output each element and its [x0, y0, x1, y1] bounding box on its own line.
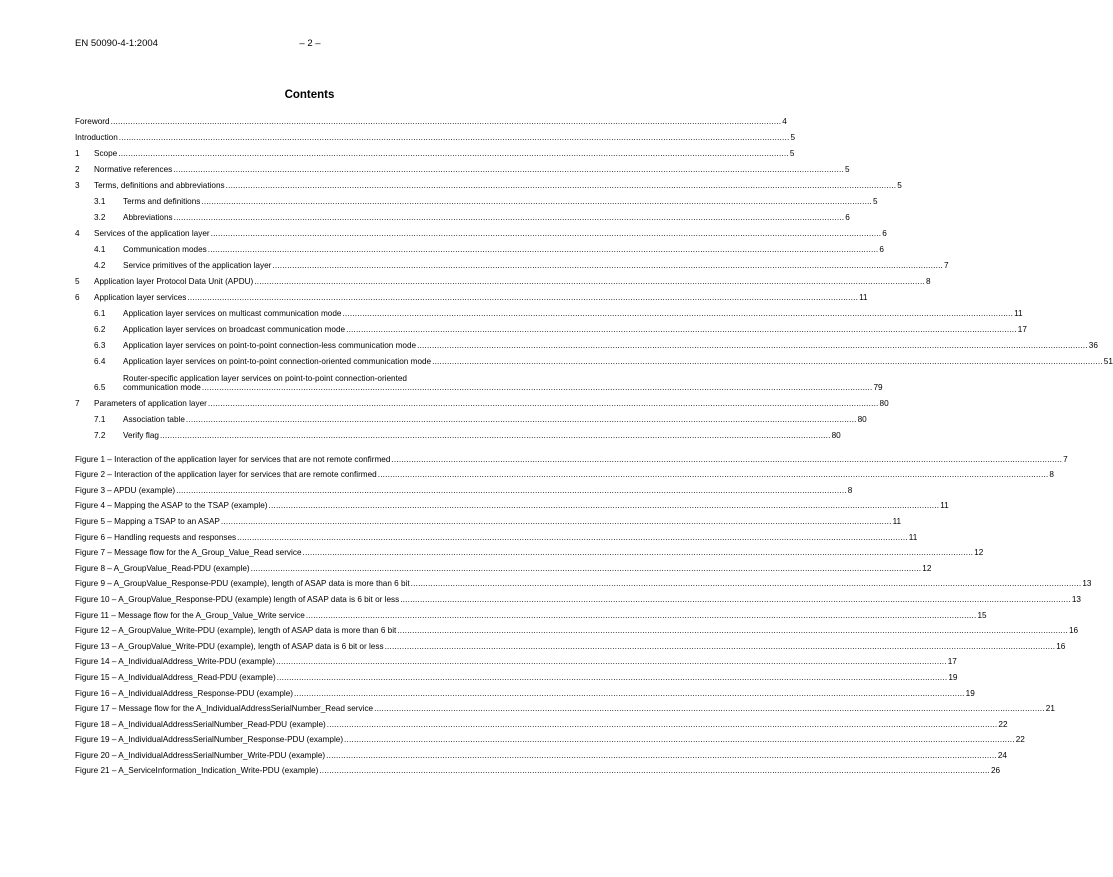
figure-entry-page: 19 — [948, 672, 958, 682]
figure-entry[interactable] — [75, 760, 1001, 776]
leader-dots — [186, 415, 857, 424]
figure-entry-page: 11 — [892, 516, 902, 526]
toc-entry-page: 5 — [873, 197, 878, 206]
toc-entry-number: 6.3 — [94, 341, 106, 350]
toc-entry-title: Application layer services — [94, 293, 187, 302]
toc-entry-title-continued: communication mode — [123, 383, 201, 392]
toc-entry-page: 5 — [790, 133, 796, 142]
figure-entry-page: 8 — [1049, 470, 1054, 480]
figure-entry-title: Figure 11 – Message flow for the A_Group_Value_Write service — [75, 610, 305, 620]
toc-entry-page: 17 — [1017, 325, 1027, 334]
list-of-figures — [75, 448, 1092, 776]
figure-entry-title: Figure 5 – Mapping a TSAP to an ASAP — [75, 516, 220, 526]
figure-entry-page: 13 — [1082, 579, 1092, 589]
toc-entry-title: Application layer services on broadcast communication mode — [123, 325, 346, 334]
leader-dots — [226, 181, 897, 190]
leader-dots — [187, 293, 858, 302]
toc-entry[interactable] — [75, 254, 949, 270]
page-number: – 2 – — [299, 38, 321, 49]
figure-entry[interactable] — [75, 448, 1068, 464]
figure-entry[interactable] — [75, 588, 1081, 604]
toc-entry-page: 11 — [1014, 309, 1023, 318]
toc-entry[interactable] — [75, 206, 850, 222]
figure-entry-title: Figure 14 – A_IndividualAddress_Write-PDU (example) — [75, 657, 276, 667]
leader-dots — [319, 766, 990, 775]
leader-dots — [269, 501, 940, 510]
figure-entry[interactable] — [75, 713, 1008, 729]
toc-entry-page: 51 — [1103, 357, 1113, 366]
leader-dots — [211, 229, 882, 238]
toc-entry[interactable] — [75, 366, 883, 392]
toc-entry-title: Terms and definitions — [123, 197, 201, 206]
figure-entry-page: 12 — [974, 548, 984, 558]
toc-entry[interactable] — [75, 408, 867, 424]
leader-dots — [174, 213, 845, 222]
figure-entry[interactable] — [75, 542, 984, 558]
figure-entry-title: Figure 15 – A_IndividualAddress_Read-PDU (example) — [75, 672, 276, 682]
toc-entry[interactable] — [75, 350, 1113, 366]
leader-dots — [276, 657, 947, 666]
toc-entry-page: 80 — [831, 431, 841, 440]
leader-dots — [160, 431, 831, 440]
toc-entry-page: 6 — [845, 213, 850, 222]
leader-dots — [119, 133, 790, 142]
toc-entry-number: 6.2 — [94, 325, 106, 334]
figure-entry-title: Figure 18 – A_IndividualAddressSerialNumber_Read-PDU (example) — [75, 719, 326, 729]
toc-entry-number: 3.1 — [94, 197, 106, 206]
toc-entry-number: 4.1 — [94, 245, 106, 254]
figure-entry-page: 11 — [940, 501, 949, 511]
figure-entry[interactable] — [75, 666, 958, 682]
toc-entry-page: 11 — [859, 293, 868, 302]
figure-entry[interactable] — [75, 573, 1092, 589]
toc-entry[interactable] — [75, 286, 868, 302]
leader-dots — [254, 277, 925, 286]
figure-entry-page: 15 — [977, 610, 987, 620]
figure-entry-page: 16 — [1056, 641, 1066, 651]
figure-entry[interactable] — [75, 495, 949, 511]
toc-entry-number: 3.2 — [94, 213, 106, 222]
figure-entry-title: Figure 21 – A_ServiceInformation_Indication_Write-PDU (example) — [75, 766, 319, 776]
figure-entry-title: Figure 10 – A_GroupValue_Response-PDU (example) length of ASAP data is 6 bit or less — [75, 594, 400, 604]
toc-entry-title: Terms, definitions and abbreviations — [94, 181, 225, 190]
toc-entry-title: Router-specific application layer services on point-to-point connection-oriented — [123, 374, 407, 383]
toc-entry-page: 7 — [944, 261, 949, 270]
toc-entry-page: 80 — [857, 415, 867, 424]
figure-entry-title: Figure 3 – APDU (example) — [75, 485, 176, 495]
leader-dots — [374, 704, 1045, 713]
figure-entry[interactable] — [75, 729, 1025, 745]
toc-entry-page: 6 — [879, 245, 884, 254]
toc-entry-page: 4 — [782, 117, 787, 126]
leader-dots — [397, 626, 1068, 635]
figure-entry-title: Figure 9 – A_GroupValue_Response-PDU (example), length of ASAP data is more than 6 bit — [75, 579, 410, 589]
toc-entry[interactable] — [75, 142, 795, 158]
toc-entry[interactable] — [75, 222, 887, 238]
toc-entry-number: 3 — [75, 181, 80, 190]
figure-entry[interactable] — [75, 744, 1007, 760]
figure-entry-page: 26 — [990, 766, 1001, 776]
leader-dots — [346, 325, 1017, 334]
leader-dots — [432, 357, 1103, 366]
toc-entry-title: Services of the application layer — [94, 229, 210, 238]
figure-entry-page: 11 — [908, 532, 918, 542]
leader-dots — [272, 261, 943, 270]
toc-entry-number: 7.1 — [94, 415, 106, 424]
toc-entry[interactable] — [75, 110, 787, 126]
leader-dots — [176, 486, 847, 495]
toc-entry-page: 8 — [925, 277, 931, 286]
toc-entry-number: 4 — [75, 229, 80, 238]
leader-dots — [326, 751, 997, 760]
leader-dots — [111, 117, 782, 126]
toc-entry-title: Communication modes — [123, 245, 207, 254]
leader-dots — [118, 149, 789, 158]
toc-entry[interactable] — [75, 302, 1023, 318]
figure-entry-page: 17 — [947, 657, 957, 667]
toc-entry-page: 5 — [897, 181, 902, 190]
figure-entry[interactable] — [75, 464, 1054, 480]
toc-entry[interactable] — [75, 238, 884, 254]
figure-entry-title: Figure 19 – A_IndividualAddressSerialNumber_Response-PDU (example) — [75, 735, 344, 745]
figure-entry[interactable] — [75, 651, 957, 667]
figure-entry-title: Figure 8 – A_GroupValue_Read-PDU (example) — [75, 563, 250, 573]
figure-entry[interactable] — [75, 557, 932, 573]
figure-entry[interactable] — [75, 604, 987, 620]
leader-dots — [303, 548, 974, 557]
toc-entry-number: 7 — [75, 399, 80, 408]
figure-entry-page: 22 — [998, 719, 1008, 729]
figure-entry[interactable] — [75, 635, 1066, 651]
toc-entry[interactable] — [75, 174, 902, 190]
toc-entry-number: 6.4 — [94, 357, 106, 366]
toc-entry-title: Application layer services on point-to-point connection-oriented communication mode — [123, 357, 432, 366]
leader-dots — [327, 720, 998, 729]
toc-entry-title: Scope — [94, 149, 118, 158]
toc-entry-title: Foreword — [75, 117, 110, 126]
leader-dots — [208, 245, 879, 254]
figure-entry-title: Figure 2 – Interaction of the application layer for services that are remote confirmed — [75, 470, 377, 480]
toc-entry-title: Association table — [123, 415, 185, 424]
toc-entry[interactable] — [75, 270, 931, 286]
toc-entry[interactable] — [75, 392, 889, 408]
leader-dots — [411, 579, 1082, 588]
toc-entry-page: 79 — [873, 383, 883, 392]
toc-entry-title: Abbreviations — [123, 213, 173, 222]
figure-entry-title: Figure 17 – Message flow for the A_IndividualAddressSerialNumber_Read service — [75, 704, 374, 714]
toc-entry-title: Application layer services on multicast communication mode — [123, 309, 342, 318]
figure-entry-page: 24 — [997, 750, 1007, 760]
figure-entry-title: Figure 20 – A_IndividualAddressSerialNumber_Write-PDU (example) — [75, 750, 326, 760]
toc-entry[interactable] — [75, 318, 1027, 334]
toc-entry[interactable] — [75, 424, 841, 440]
toc-entry-page: 36 — [1088, 341, 1098, 350]
toc-entry[interactable] — [75, 126, 796, 142]
toc-entry-number: 4.2 — [94, 261, 106, 270]
figure-entry-title: Figure 4 – Mapping the ASAP to the TSAP (example) — [75, 501, 268, 511]
toc-entry-number: 6.5 — [94, 383, 106, 392]
page-title: Contents — [284, 89, 335, 101]
figure-entry[interactable] — [75, 698, 1055, 714]
leader-dots — [344, 735, 1015, 744]
leader-dots — [173, 165, 844, 174]
toc-entry[interactable] — [75, 190, 878, 206]
toc-entry-continuation — [123, 383, 883, 392]
table-of-contents — [75, 110, 1113, 440]
leader-dots — [417, 341, 1088, 350]
figure-entry-page: 21 — [1045, 704, 1055, 714]
figure-entry-title: Figure 6 – Handling requests and responses — [75, 532, 237, 542]
leader-dots — [202, 383, 873, 392]
toc-entry-page: 6 — [882, 229, 887, 238]
figure-entry-title: Figure 12 – A_GroupValue_Write-PDU (example), length of ASAP data is more than 6 bit — [75, 626, 397, 636]
figure-entry-title: Figure 13 – A_GroupValue_Write-PDU (example), length of ASAP data is 6 bit or less — [75, 641, 384, 651]
toc-entry-title: Application layer services on point-to-point connection-less communication mode — [123, 341, 417, 350]
toc-entry-number: 7.2 — [94, 431, 106, 440]
figure-entry-title: Figure 1 – Interaction of the application layer for services that are not remote confirmed — [75, 454, 391, 464]
toc-entry-page: 80 — [879, 399, 889, 408]
figure-entry[interactable] — [75, 479, 853, 495]
figure-entry[interactable] — [75, 510, 902, 526]
figure-entry[interactable] — [75, 682, 975, 698]
toc-entry-number: 5 — [75, 277, 80, 286]
figure-entry-page: 13 — [1071, 594, 1081, 604]
leader-dots — [237, 533, 908, 542]
toc-entry-number: 6 — [75, 293, 80, 302]
figure-entry-page: 8 — [847, 485, 853, 495]
figure-entry[interactable] — [75, 526, 918, 542]
toc-entry-page: 5 — [789, 149, 795, 158]
toc-entry-title: Verify flag — [123, 431, 159, 440]
leader-dots — [391, 455, 1062, 464]
toc-entry[interactable] — [75, 158, 850, 174]
figure-entry-page: 12 — [922, 563, 932, 573]
figure-entry-title: Figure 7 – Message flow for the A_Group_Value_Read service — [75, 548, 302, 558]
leader-dots — [385, 642, 1056, 651]
leader-dots — [221, 517, 892, 526]
leader-dots — [342, 309, 1013, 318]
toc-entry-text-block — [123, 374, 883, 392]
figure-entry[interactable] — [75, 620, 1079, 636]
toc-entry[interactable] — [75, 334, 1098, 350]
leader-dots — [378, 470, 1049, 479]
figure-entry-title: Figure 16 – A_IndividualAddress_Response-PDU (example) — [75, 688, 293, 698]
toc-entry-number: 1 — [75, 149, 80, 158]
toc-entry-page: 5 — [844, 165, 850, 174]
toc-entry-number: 2 — [75, 165, 80, 174]
leader-dots — [201, 197, 872, 206]
toc-entry-title: Normative references — [94, 165, 173, 174]
leader-dots — [208, 399, 879, 408]
toc-entry-title: Service primitives of the application layer — [123, 261, 272, 270]
leader-dots — [277, 673, 948, 682]
figure-entry-page: 16 — [1068, 626, 1079, 636]
leader-dots — [294, 689, 965, 698]
toc-entry-title: Parameters of application layer — [94, 399, 207, 408]
figure-entry-page: 22 — [1015, 735, 1025, 745]
figure-entry-page: 7 — [1063, 454, 1068, 464]
toc-entry-number: 6.1 — [94, 309, 106, 318]
figure-entry-page: 19 — [965, 688, 975, 698]
leader-dots — [306, 611, 977, 620]
document-id: EN 50090-4-1:2004 — [75, 38, 158, 49]
leader-dots — [251, 564, 922, 573]
toc-entry-title: Application layer Protocol Data Unit (APDU) — [94, 277, 254, 286]
toc-entry-title: Introduction — [75, 133, 118, 142]
leader-dots — [400, 595, 1071, 604]
